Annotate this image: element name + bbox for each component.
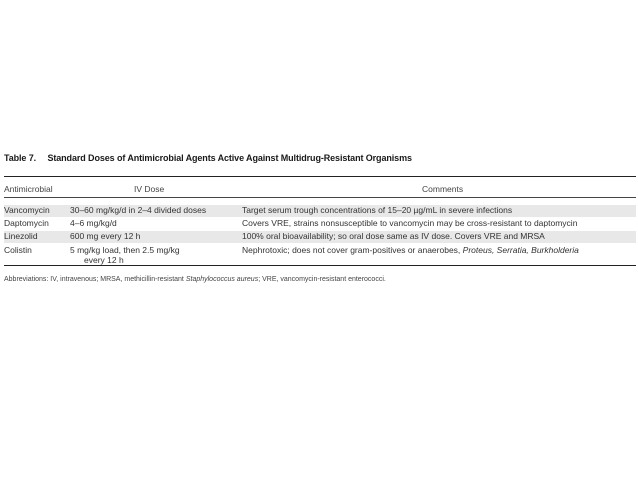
header-comments: Comments xyxy=(422,184,464,194)
cell-agent: Vancomycin xyxy=(4,205,50,215)
table-row xyxy=(4,218,636,230)
table-bottom-rule xyxy=(4,265,636,266)
header-antimicrobial: Antimicrobial xyxy=(4,184,53,194)
footnote-text-end: ; VRE, vancomycin-resistant enterococci. xyxy=(258,276,386,283)
table-row xyxy=(4,231,636,243)
footnote-italic: Staphylococcus aureus xyxy=(185,276,259,283)
header-iv-dose: IV Dose xyxy=(134,184,165,194)
cell-dose: 30–60 mg/kg/d in 2–4 divided doses xyxy=(70,205,207,215)
table-row xyxy=(4,205,636,217)
cell-dose: 5 mg/kg load, then 2.5 mg/kg xyxy=(70,245,180,255)
cell-agent: Colistin xyxy=(4,245,32,255)
cell-dose: 4–6 mg/kg/d xyxy=(70,218,117,228)
table-row xyxy=(4,245,636,265)
table-caption xyxy=(4,153,412,163)
cell-comment: 100% oral bioavailability; so oral dose same as IV dose. Covers VRE and MRSA xyxy=(242,231,545,241)
table-top-rule xyxy=(4,176,636,177)
table-number: Table 7. xyxy=(4,153,37,163)
cell-dose-continued: every 12 h xyxy=(84,255,124,265)
cell-comment xyxy=(242,245,579,256)
cell-comment: Covers VRE, strains nonsusceptible to vancomycin may be cross-resistant to daptomycin xyxy=(242,218,578,228)
table-header-rule xyxy=(4,197,636,198)
footnote-text: Abbreviations: IV, intravenous; MRSA, methicillin-resistant xyxy=(4,276,184,283)
cell-agent: Daptomycin xyxy=(4,218,49,228)
cell-dose: 600 mg every 12 h xyxy=(70,231,141,241)
cell-agent: Linezolid xyxy=(4,231,38,241)
table-title: Standard Doses of Antimicrobial Agents Active Against Multidrug-Resistant Organisms xyxy=(47,153,412,163)
cell-comment-italic: Proteus, Serratia, Burkholderia xyxy=(462,245,579,255)
table-footnote xyxy=(4,276,386,283)
cell-comment: Target serum trough concentrations of 15–20 µg/mL in severe infections xyxy=(242,205,513,215)
cell-comment-text: Nephrotoxic; does not cover gram-positives or anaerobes, xyxy=(242,245,461,255)
